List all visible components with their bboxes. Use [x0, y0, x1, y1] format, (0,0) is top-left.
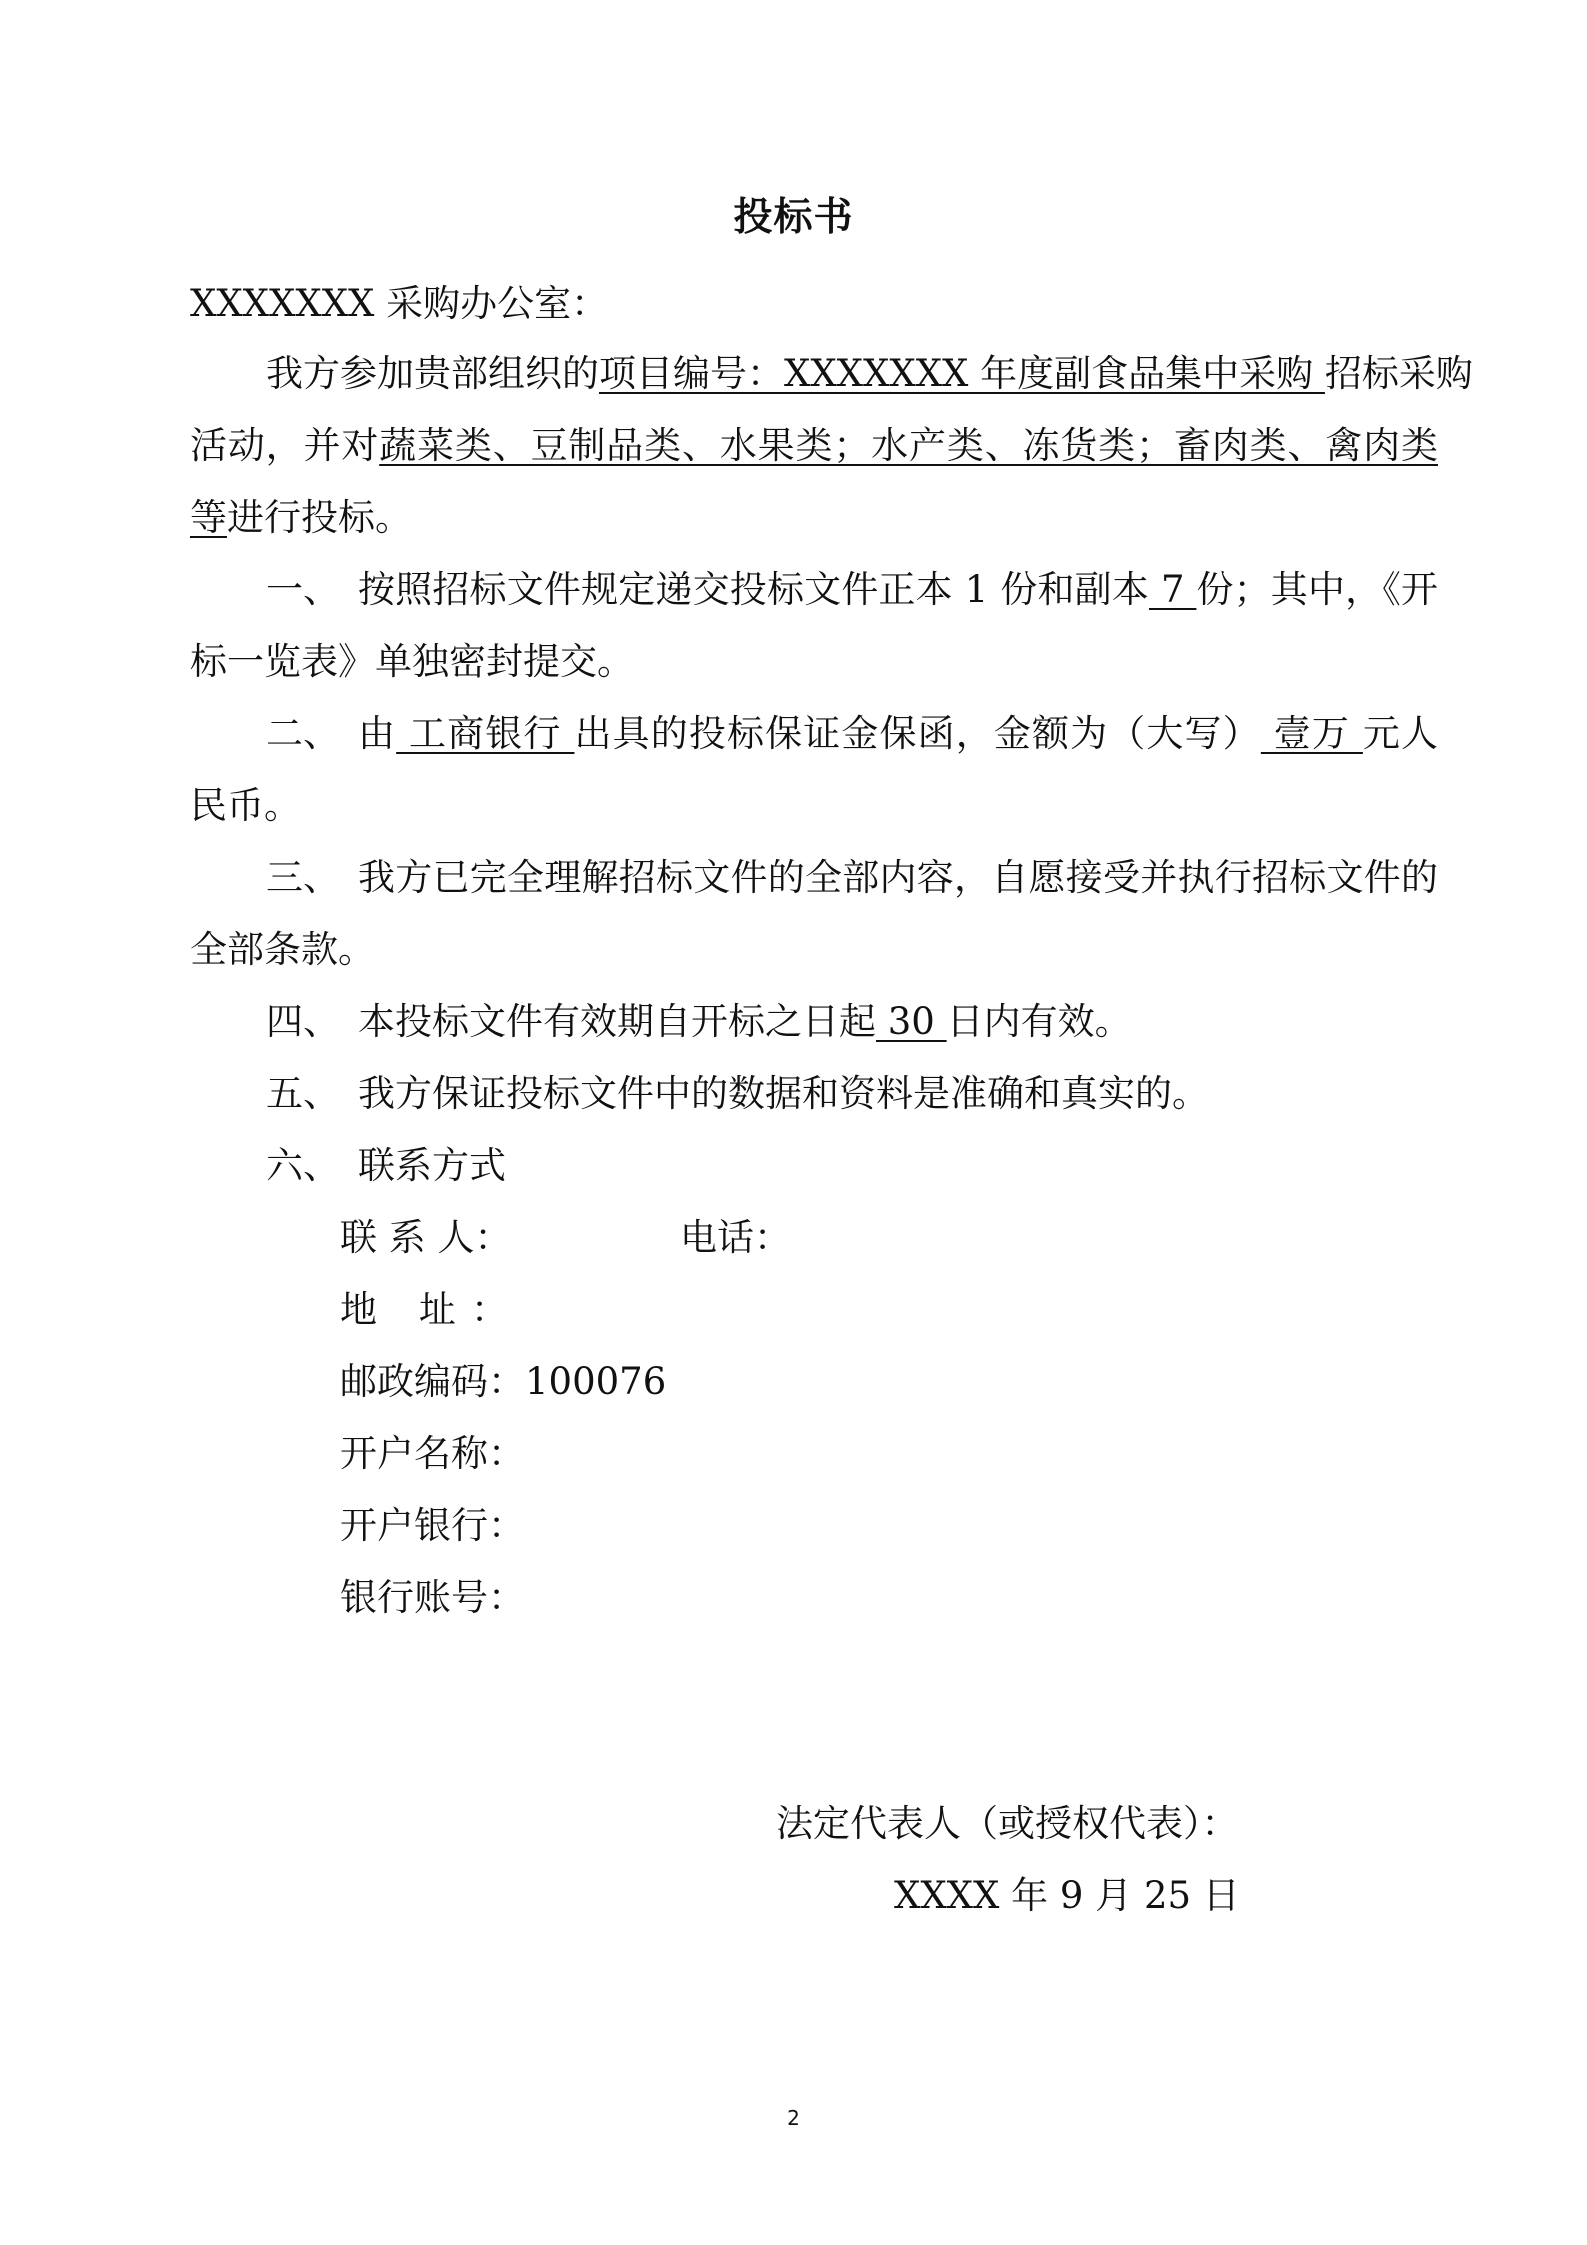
item-text: 出具的投标保证金保函，金额为（大写）: [574, 712, 1261, 755]
contact-bank-label: 开户银行：: [340, 1504, 525, 1547]
guarantee-bank: 工商银行: [396, 712, 575, 755]
item-text: 由: [358, 712, 397, 755]
document-title: 投标书: [733, 195, 854, 240]
item-one-line-2: 标一览表》单独密封提交。: [190, 640, 634, 683]
contact-postcode: [340, 1358, 666, 1406]
item-five-number: 五、: [266, 1072, 340, 1115]
item-text: 按照招标文件规定递交投标文件正本 1 份和副本: [358, 568, 1149, 611]
postcode-label: 邮政编码：: [340, 1360, 525, 1403]
bid-categories: 蔬菜类、豆制品类、水果类；水产类、冻货类；畜肉类、禽肉类: [379, 424, 1438, 467]
guarantee-amount: 壹万: [1260, 712, 1363, 755]
item-text: 本投标文件有效期自开标之日起: [358, 1000, 876, 1043]
item-two-line-1: [358, 710, 1438, 758]
contact-person-label: 联 系 人：: [340, 1216, 512, 1259]
item-one-number: 一、: [266, 568, 340, 611]
item-text: 元人: [1362, 712, 1439, 755]
bid-categories-end: 等: [190, 496, 227, 539]
item-two-number: 二、: [266, 712, 340, 755]
item-four-number: 四、: [266, 1000, 340, 1043]
copies-count: 7: [1149, 568, 1197, 611]
intro-line-3: [190, 494, 412, 542]
intro-line-2: [190, 422, 1438, 470]
item-text: 日内有效。: [946, 1000, 1132, 1043]
contact-account-name-label: 开户名称：: [340, 1432, 525, 1475]
project-number: 项目编号：XXXXXXX 年度副食品集中采购: [599, 352, 1325, 395]
page-number: 2: [787, 2106, 800, 2130]
contact-address-label: 地 址：: [340, 1288, 508, 1331]
item-text: 份；其中，《开: [1196, 568, 1438, 611]
legal-representative-label: 法定代表人（或授权代表）：: [776, 1802, 1239, 1845]
signature-date: XXXX 年 9 月 25 日: [894, 1874, 1240, 1917]
intro-text: 我方参加贵部组织的: [266, 352, 599, 395]
intro-line-1: [266, 350, 1473, 398]
item-four-line: [358, 998, 1132, 1046]
item-six-number: 六、: [266, 1144, 340, 1187]
addressee: XXXXXXX 采购办公室：: [190, 282, 609, 325]
validity-days: 30: [876, 1000, 947, 1043]
item-three-line-2: 全部条款。: [190, 928, 375, 971]
item-five-line: 我方保证投标文件中的数据和资料是准确和真实的。: [358, 1072, 1209, 1115]
item-two-line-2: 民币。: [190, 784, 301, 827]
item-three-line-1: 我方已完全理解招标文件的全部内容，自愿接受并执行招标文件的: [358, 856, 1438, 899]
item-six-line: 联系方式: [358, 1144, 506, 1187]
item-one-line-1: [358, 566, 1438, 614]
intro-text: 招标采购: [1324, 352, 1473, 395]
intro-text: 活动，并对: [190, 424, 380, 467]
item-three-number: 三、: [266, 856, 340, 899]
contact-account-number-label: 银行账号：: [340, 1576, 525, 1619]
intro-text: 进行投标。: [227, 496, 412, 539]
postcode-value: 100076: [525, 1360, 667, 1403]
contact-phone-label: 电话：: [680, 1216, 791, 1259]
